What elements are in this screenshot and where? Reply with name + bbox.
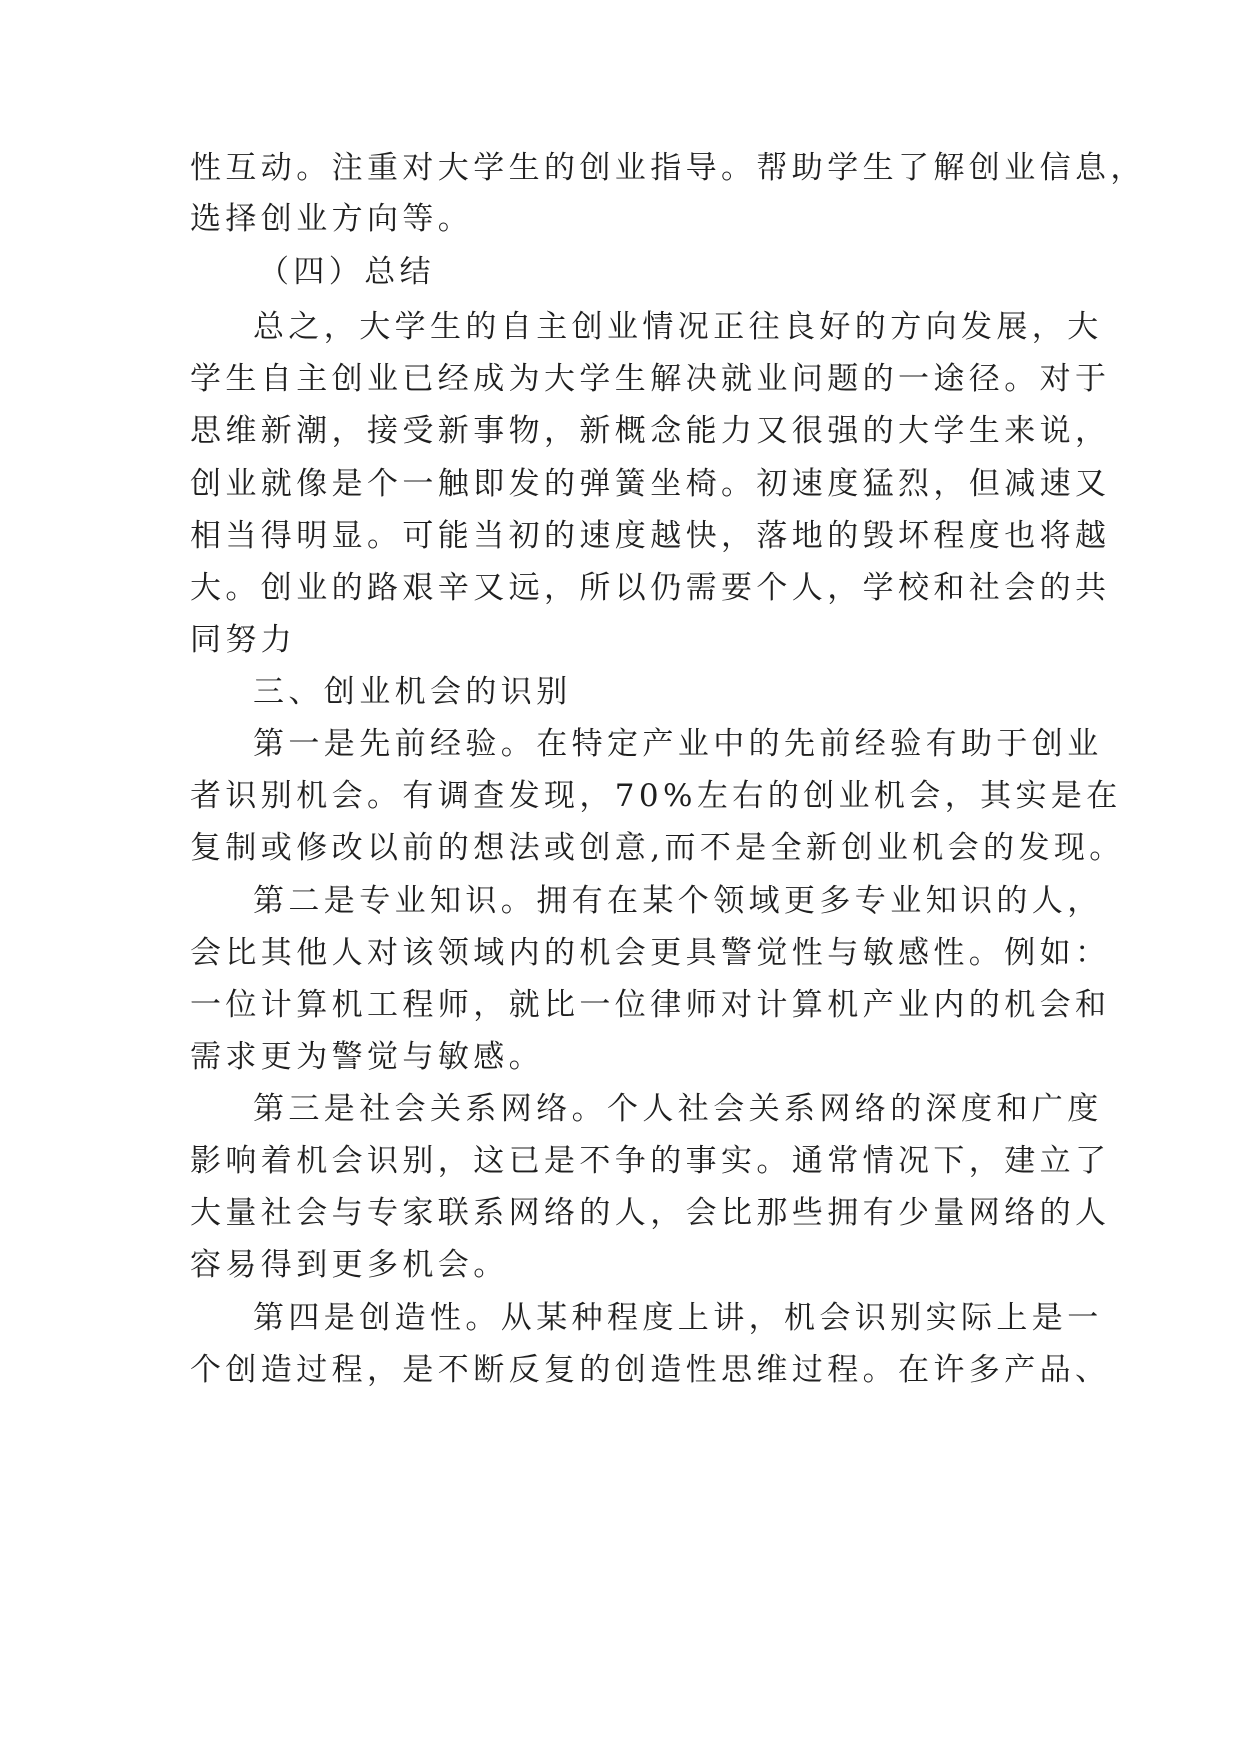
paragraph-line: 第四是创造性。从某种程度上讲，机会识别实际上是一: [253, 1300, 1103, 1336]
paragraph-line: 学生自主创业已经成为大学生解决就业问题的一途径。对于: [190, 361, 1111, 397]
paragraph-line: 性互动。注重对大学生的创业指导。帮助学生了解创业信息，: [190, 150, 1146, 186]
paragraph-line: 总之，大学生的自主创业情况正往良好的方向发展，大: [253, 309, 1103, 345]
section-heading-summary: （四）总结: [258, 254, 435, 290]
paragraph-line: 创业就像是个一触即发的弹簧坐椅。初速度猛烈，但减速又: [190, 466, 1111, 502]
paragraph-line: 容易得到更多机会。: [190, 1247, 509, 1283]
paragraph-line: 需求更为警觉与敏感。: [190, 1039, 544, 1075]
paragraph-line: 者识别机会。有调查发现，70%左右的创业机会，其实是在: [190, 778, 1122, 814]
paragraph-line: 复制或修改以前的想法或创意,而不是全新创业机会的发现。: [190, 830, 1125, 866]
paragraph-line: 思维新潮，接受新事物，新概念能力又很强的大学生来说，: [190, 413, 1111, 449]
paragraph-line: 一位计算机工程师，就比一位律师对计算机产业内的机会和: [190, 987, 1111, 1023]
paragraph-line: 会比其他人对该领域内的机会更具警觉性与敏感性。例如：: [190, 935, 1111, 971]
paragraph-line: 大量社会与专家联系网络的人，会比那些拥有少量网络的人: [190, 1195, 1111, 1231]
paragraph-line: 第三是社会关系网络。个人社会关系网络的深度和广度: [253, 1091, 1103, 1127]
paragraph-line: 个创造过程，是不断反复的创造性思维过程。在许多产品、: [190, 1352, 1111, 1388]
paragraph-line: 影响着机会识别，这已是不争的事实。通常情况下，建立了: [190, 1143, 1111, 1179]
paragraph-line: 同努力: [190, 622, 297, 658]
paragraph-line: 选择创业方向等。: [190, 201, 474, 237]
paragraph-line: 第二是专业知识。拥有在某个领域更多专业知识的人，: [253, 883, 1103, 919]
paragraph-line: 第一是先前经验。在特定产业中的先前经验有助于创业: [253, 726, 1103, 762]
section-heading-opportunity: 三、创业机会的识别: [253, 674, 572, 710]
paragraph-line: 相当得明显。可能当初的速度越快，落地的毁坏程度也将越: [190, 518, 1111, 554]
paragraph-line: 大。创业的路艰辛又远，所以仍需要个人，学校和社会的共: [190, 570, 1111, 606]
